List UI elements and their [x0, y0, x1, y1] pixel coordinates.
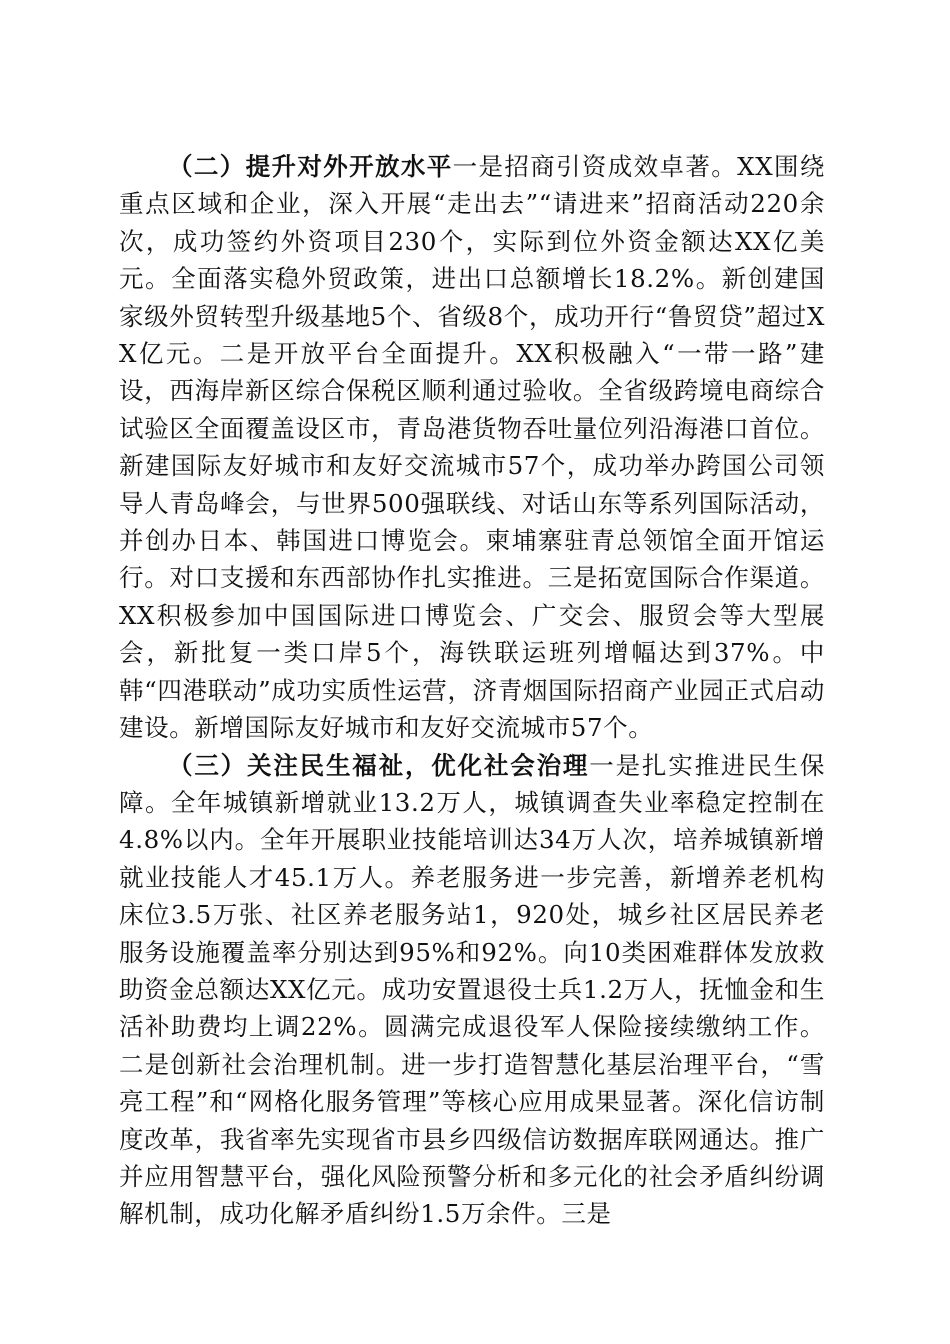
document-body — [119, 148, 825, 1233]
section-heading-opening-up: （二）提升对外开放水平 — [168, 152, 453, 181]
paragraph-opening-up — [119, 148, 825, 747]
paragraph-text-livelihood: 一是扎实推进民生保障。全年城镇新增就业13.2万人，城镇调查失业率稳定控制在4.8%以内。全年开展职业技能培训达34万人次，培养城镇新增就业技能人才45.1万人。养老服务进一步完善，新增养老机构床位3.5万张、社区养老服务站1，920处，城乡社区居民养老服务设施覆盖率分别达到95%和92%。向10类困难群体发放救助资金总额达XX亿元。成功安置退役士兵1.2万人，抚恤金和生活补助费均上调22%。圆满完成退役军人保险接续缴纳工作。二是创新社会治理机制。进一步打造智慧化基层治理平台，“雪亮工程”和“网格化服务管理”等核心应用成果显著。深化信访制度改革，我省率先实现省市县乡四级信访数据库联网通达。推广并应用智慧平台，强化风险预警分析和多元化的社会矛盾纠纷调解机制，成功化解矛盾纠纷1.5万余件。三是 — [119, 750, 825, 1229]
paragraph-livelihood — [119, 747, 825, 1233]
paragraph-text-opening-up: 一是招商引资成效卓著。XX围绕重点区域和企业，深入开展“走出去”“请进来”招商活动220余次，成功签约外资项目230个，实际到位外资金额达XX亿美元。全面落实稳外贸政策，进出口总额增长18.2%。新创建国家级外贸转型升级基地5个、省级8个，成功开行“鲁贸贷”超过XX亿元。二是开放平台全面提升。XX积极融入“一带一路”建设，西海岸新区综合保税区顺利通过验收。全省级跨境电商综合试验区全面覆盖设区市，青岛港货物吞吐量位列沿海港口首位。新建国际友好城市和友好交流城市57个，成功举办跨国公司领导人青岛峰会，与世界500强联线、对话山东等系列国际活动，并创办日本、韩国进口博览会。柬埔寨驻青总领馆全面开馆运行。对口支援和东西部协作扎实推进。三是拓宽国际合作渠道。XX积极参加中国国际进口博览会、广交会、服贸会等大型展会，新批复一类口岸5个，海铁联运班列增幅达到37%。中韩“四港联动”成功实质性运营，济青烟国际招商产业园正式启动建设。新增国际友好城市和友好交流城市57个。 — [119, 152, 825, 743]
section-heading-livelihood: （三）关注民生福祉，优化社会治理 — [168, 750, 590, 780]
